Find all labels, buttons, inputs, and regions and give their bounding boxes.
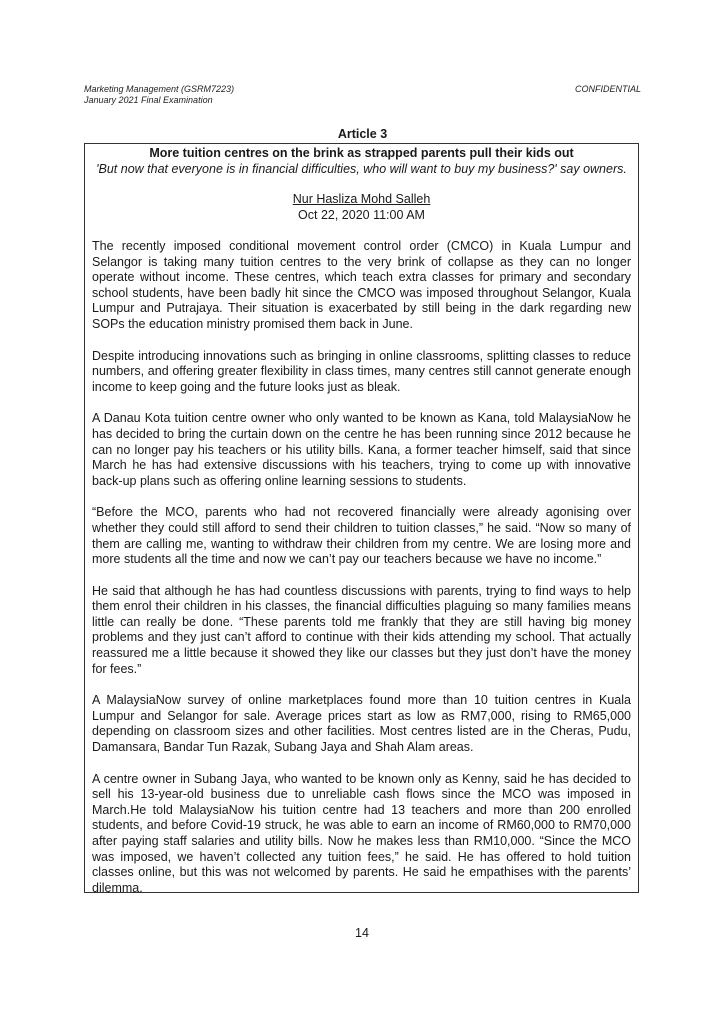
article-paragraph: A centre owner in Subang Jaya, who wanted to be known only as Kenny, said he has decided to sell his 13-year-old business due to unreliable cash flows since the MCO was imposed in March.He told MalaysiaNow his tuition centre had 13 teachers and more than 200 enrolled students, and before Covid-19 struck, he was able to earn an income of RM60,000 to RM70,000 after paying staff salaries and utility bills. Now he makes less than RM10,000. “Since the MCO was imposed, we haven’t collected any tuition fees,” he said. He has offered to hold tuition classes online, but this was not welcomed by parents. He said he empathises with the parents’ dilemma. xyxy=(92,771,631,895)
document-header-left xyxy=(84,84,234,106)
article-paragraph: A Danau Kota tuition centre owner who only wanted to be known as Kana, told MalaysiaNow he has decided to bring the curtain down on the centre he has been running since 2012 because he can no longer pay his teachers or his utility bills. Kana, a former teacher himself, said that since March he has had extensive discussions with his teachers, trying to come up with innovative back-up plans such as offering online learning sessions to students. xyxy=(92,411,631,488)
exam-title: January 2021 Final Examination xyxy=(84,95,213,105)
article-subhead: 'But now that everyone is in financial difficulties, who will want to buy my business?' say owners. xyxy=(96,162,627,176)
article-label: Article 3 xyxy=(337,127,388,141)
article-author: Nur Hasliza Mohd Salleh xyxy=(292,192,431,206)
confidential-label: CONFIDENTIAL xyxy=(574,84,641,94)
article-paragraph: “Before the MCO, parents who had not recovered financially were already agonising over whether they could still afford to send their children to tuition classes,” he said. “Now so many of them are calling me, wanting to withdraw their children from my centre. We are losing more and more students all the time and now we can’t pay our teachers because we have no income.” xyxy=(92,505,631,567)
article-paragraph: A MalaysiaNow survey of online marketplaces found more than 10 tuition centres in Kuala Lumpur and Selangor for sale. Average prices start as low as RM7,000, rising to RM65,000 depending on classroom sizes and other facilities. Most centres listed are in the Cheras, Pudu, Damansara, Bandar Tun Razak, Subang Jaya and Shah Alam areas. xyxy=(92,693,631,755)
article-box xyxy=(84,143,639,893)
article-headline: More tuition centres on the brink as strapped parents pull their kids out xyxy=(149,146,574,160)
article-paragraph: Despite introducing innovations such as bringing in online classrooms, splitting classes to reduce numbers, and offering greater flexibility in class times, many centres still cannot generate enough income to keep going and the future looks just as bleak. xyxy=(92,348,631,394)
article-paragraph: The recently imposed conditional movement control order (CMCO) in Kuala Lumpur and Selangor is taking many tuition centres to the very brink of collapse as they can no longer operate without income. These centres, which teach extra classes for primary and secondary school students, have been badly hit since the CMCO was imposed throughout Selangor, Kuala Lumpur and Putrajaya. Their situation is exacerbated by still being in the dark regarding new SOPs the education ministry promised them back in June. xyxy=(92,239,631,331)
article-date: Oct 22, 2020 11:00 AM xyxy=(298,208,425,222)
article-paragraph: He said that although he has had countless discussions with parents, trying to find ways to help them enrol their children in his classes, the financial difficulties plaguing so many families means little can really be done. “These parents told me frankly that they are still having big money problems and they just can’t afford to continue with their kids attending my school. That actually reassured me a little because it showed they like our classes but they just don’t have the money for fees.” xyxy=(92,583,631,676)
course-title: Marketing Management (GSRM7223) xyxy=(84,84,235,94)
page-number: 14 xyxy=(355,926,369,940)
